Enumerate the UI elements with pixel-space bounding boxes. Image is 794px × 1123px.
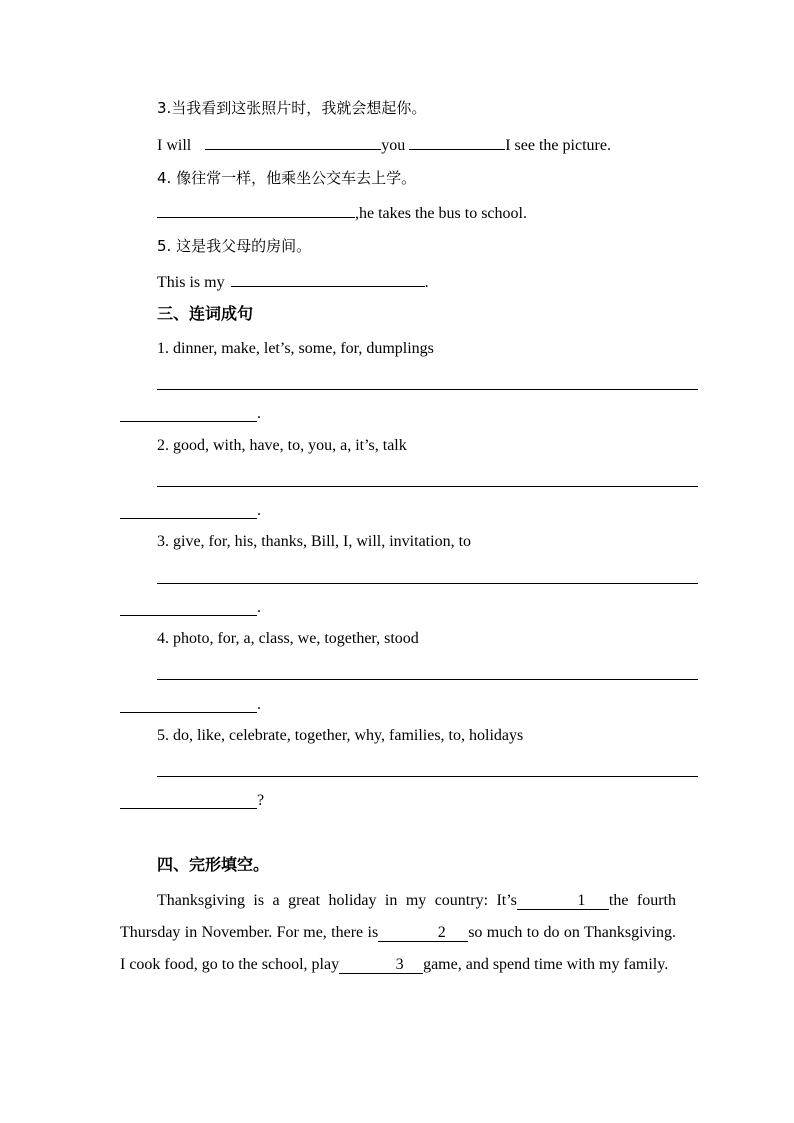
question-4-answer-line [157,202,527,224]
reorder-item-5-answer-line[interactable] [157,776,698,777]
cloze-text-2: the fourth Thursday in November. For me, there is [120,892,676,941]
cloze-text-4: game, and spend time with my family. [423,956,669,973]
cloze-text-1: Thanksgiving is a great holiday in my country: It’s [157,892,517,909]
cloze-passage [120,885,676,981]
reorder-item-5-words: 5. do, like, celebrate, together, why, families, to, holidays [157,727,524,744]
reorder-item-2-answer-line-2[interactable] [120,518,257,519]
question-3-text-3: I see the picture. [505,137,611,154]
question-5-text-2: . [424,274,429,291]
reorder-item-2-words: 2. good, with, have, to, you, a, it’s, talk [157,437,407,454]
reorder-item-2-end: . [257,502,261,519]
reorder-item-1-end: . [257,405,261,422]
reorder-item-1-answer-line-2[interactable] [120,421,257,422]
question-3-blank-2[interactable] [409,134,505,150]
reorder-item-1-answer-line[interactable] [157,389,698,390]
question-5-blank[interactable] [231,271,425,287]
cloze-blank-3[interactable]: 3 [339,957,423,974]
question-3-text-1: I will [157,137,192,154]
question-4-blank[interactable] [157,202,355,218]
question-3-text-2: you [381,137,406,154]
section-3-title: 三、连词成句 [157,304,254,323]
reorder-item-3-answer-line[interactable] [157,583,698,584]
reorder-item-5-answer-line-2[interactable] [120,808,257,809]
section-4-title: 四、完形填空。 [157,855,270,874]
reorder-item-3-answer-line-2[interactable] [120,615,257,616]
question-5-prompt: 5. 这是我父母的房间。 [157,237,312,255]
reorder-item-4-answer-line[interactable] [157,679,698,680]
cloze-text-3: so much to do on Thanksgiving. I cook food, go to the school, play [120,924,676,973]
question-3-answer-line [157,134,611,156]
reorder-item-2-answer-line[interactable] [157,486,698,487]
reorder-item-4-end: . [257,696,261,713]
cloze-blank-2[interactable]: 2 [378,925,468,942]
reorder-item-4-answer-line-2[interactable] [120,712,257,713]
cloze-blank-1[interactable]: 1 [517,893,609,910]
question-3-blank-1[interactable] [205,134,381,150]
reorder-item-3-words: 3. give, for, his, thanks, Bill, I, will, invitation, to [157,533,472,550]
reorder-item-1-words: 1. dinner, make, let’s, some, for, dumplings [157,340,434,357]
reorder-item-3-end: . [257,599,261,616]
question-5-answer-line [157,271,429,293]
question-3-prompt: 3.当我看到这张照片时，我就会想起你。 [157,99,427,117]
reorder-item-4-words: 4. photo, for, a, class, we, together, stood [157,630,419,647]
question-4-text-1: ,he takes the bus to school. [355,205,527,222]
reorder-item-5-end: ? [257,792,265,809]
question-4-prompt: 4. 像往常一样，他乘坐公交车去上学。 [157,169,417,187]
question-5-text-1: This is my [157,274,225,291]
